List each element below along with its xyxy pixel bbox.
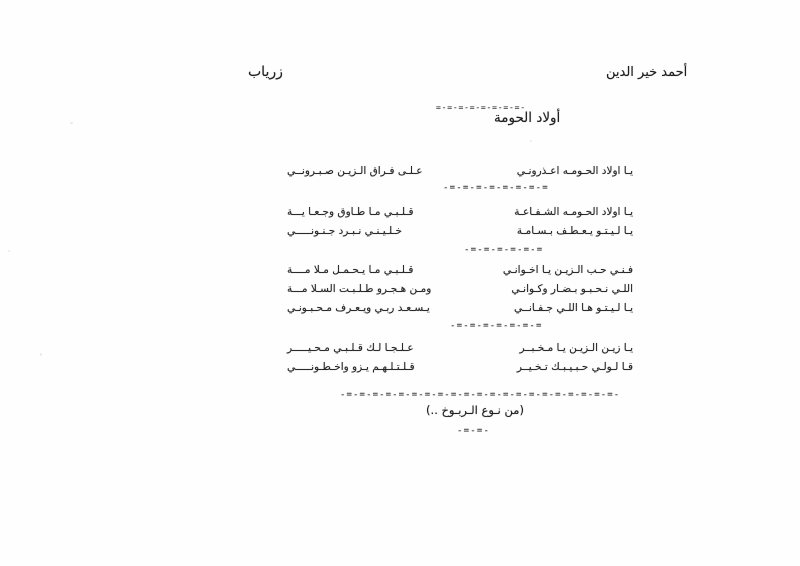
stanza-2: [287, 202, 633, 240]
hemistich-right: يـا زيـن الـزيـن يـا مـخـبــر: [519, 341, 633, 354]
scan-speckle: [8, 250, 10, 252]
hemistich-left: عـلـى فـراق الـزيـن صـبـرونــي: [287, 164, 423, 177]
stanza-separator-2: -=-=-=-=-=-=: [464, 245, 544, 255]
hemistich-left: يـسـعـد ربـي ويـعـرف مـحـبـونـي: [287, 301, 430, 314]
scan-speckle: [70, 122, 73, 124]
stanza-1: [287, 161, 633, 180]
stanza-3: [287, 260, 633, 317]
hemistich-right: فـنـي حـب الـزيـن يـا اخـوانـي: [502, 263, 633, 276]
verse-line: [287, 279, 633, 298]
hemistich-left: عـلـجـا لـك قـلـبـي مـحـيـــــر: [287, 341, 414, 354]
hemistich-right: يـا اولاد الحـومـه الشـفـاعـة: [514, 205, 633, 218]
verse-line: [287, 298, 633, 317]
hemistich-left: قـلـتـلـهـم يـزو واخـطـونـــــي: [287, 360, 415, 373]
title-separator: =-=-=-=-=-=-=-=-: [436, 103, 526, 112]
publication-name: زرياب: [248, 64, 283, 80]
verse-line: [287, 221, 633, 240]
hemistich-left: ومـن هـجـرو طـلـبـت السـلا مـــة: [287, 282, 432, 295]
verse-line: [287, 338, 633, 357]
stanza-separator-3: -=-=-=-=-=-=-=: [450, 321, 543, 331]
hemistich-right: يـا لـيـتـو يـعـطـف بـسـامـة: [516, 224, 633, 237]
genre-note: (من نـوع الـربـوخ ..): [426, 403, 524, 417]
hemistich-left: قـلـبـي مـا طـاوق وجـعـا يـــة: [287, 205, 414, 218]
stanza-separator-1: -=-=-=-=-=-=-=-=: [443, 183, 549, 193]
verse-line: [287, 202, 633, 221]
verse-line: [287, 357, 633, 376]
hemistich-left: قـلـبـي مـا يـحـمـل مـلا مــــة: [287, 263, 414, 276]
author-name: أحمد خير الدين: [606, 65, 688, 80]
stanza-4: [287, 338, 633, 376]
scan-speckle: [40, 353, 42, 356]
hemistich-left: خـلـيـنـي نـبـرد جـنـونـــــي: [287, 224, 403, 237]
hemistich-right: اللـي نـحـبـو بـضـار وكـوانـي: [511, 282, 633, 295]
footer-separator-short: -=-=-: [457, 426, 491, 436]
poem-title: أولاد الحومة: [494, 110, 561, 126]
scan-speckle: [530, 140, 532, 142]
verse-line: [287, 161, 633, 180]
hemistich-right: قـا لـولـي حـبـيـبـك تـخـيــر: [516, 360, 633, 373]
verse-line: [287, 260, 633, 279]
footer-separator-long: -=-=-=-=-=-=-=-=-=-=-=-=-=-=-=-=-=-=-=-=-=-: [340, 390, 621, 400]
hemistich-right: يـا لـيـتـو هـا اللـي جـفـانــي: [514, 301, 633, 314]
hemistich-right: يـا اولاد الحـومـه اعـذرونـي: [516, 164, 633, 177]
